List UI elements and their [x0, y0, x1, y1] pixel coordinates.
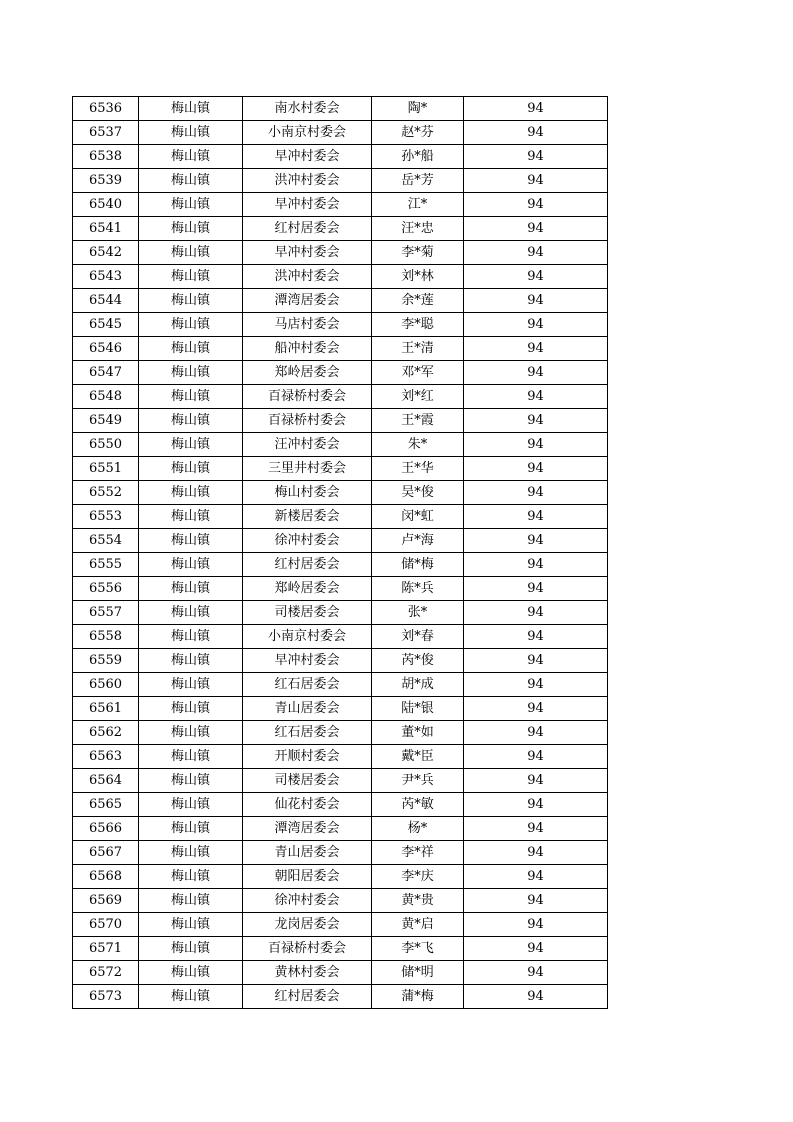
cell-score: 94 [464, 505, 608, 529]
table-row [73, 289, 608, 313]
cell-person-name: 吴*俊 [372, 481, 464, 505]
cell-person-name: 李*祥 [372, 841, 464, 865]
cell-village-committee: 青山居委会 [243, 697, 372, 721]
cell-town: 梅山镇 [139, 793, 243, 817]
cell-village-committee: 南水村委会 [243, 97, 372, 121]
cell-serial-number: 6562 [73, 721, 139, 745]
cell-serial-number: 6551 [73, 457, 139, 481]
cell-person-name: 汪*忠 [372, 217, 464, 241]
cell-village-committee: 红石居委会 [243, 673, 372, 697]
cell-person-name: 孙*船 [372, 145, 464, 169]
cell-score: 94 [464, 193, 608, 217]
cell-person-name: 陈*兵 [372, 577, 464, 601]
cell-serial-number: 6568 [73, 865, 139, 889]
cell-town: 梅山镇 [139, 889, 243, 913]
table-row [73, 841, 608, 865]
cell-serial-number: 6563 [73, 745, 139, 769]
cell-town: 梅山镇 [139, 265, 243, 289]
cell-town: 梅山镇 [139, 697, 243, 721]
cell-person-name: 余*莲 [372, 289, 464, 313]
cell-village-committee: 洪冲村委会 [243, 265, 372, 289]
table-row [73, 793, 608, 817]
cell-score: 94 [464, 841, 608, 865]
cell-village-committee: 三里井村委会 [243, 457, 372, 481]
cell-town: 梅山镇 [139, 745, 243, 769]
cell-town: 梅山镇 [139, 217, 243, 241]
cell-village-committee: 潭湾居委会 [243, 289, 372, 313]
cell-serial-number: 6564 [73, 769, 139, 793]
cell-serial-number: 6558 [73, 625, 139, 649]
cell-town: 梅山镇 [139, 481, 243, 505]
cell-town: 梅山镇 [139, 841, 243, 865]
cell-person-name: 董*如 [372, 721, 464, 745]
cell-score: 94 [464, 913, 608, 937]
cell-village-committee: 小南京村委会 [243, 625, 372, 649]
cell-town: 梅山镇 [139, 409, 243, 433]
cell-score: 94 [464, 217, 608, 241]
cell-person-name: 杨* [372, 817, 464, 841]
cell-person-name: 蒲*梅 [372, 985, 464, 1009]
cell-village-committee: 青山居委会 [243, 841, 372, 865]
cell-person-name: 王*霞 [372, 409, 464, 433]
cell-serial-number: 6572 [73, 961, 139, 985]
cell-town: 梅山镇 [139, 385, 243, 409]
cell-village-committee: 早冲村委会 [243, 145, 372, 169]
cell-person-name: 芮*俊 [372, 649, 464, 673]
cell-score: 94 [464, 409, 608, 433]
cell-person-name: 储*明 [372, 961, 464, 985]
table-row [73, 121, 608, 145]
cell-village-committee: 洪冲村委会 [243, 169, 372, 193]
table-row [73, 625, 608, 649]
cell-village-committee: 潭湾居委会 [243, 817, 372, 841]
cell-person-name: 邓*军 [372, 361, 464, 385]
cell-serial-number: 6548 [73, 385, 139, 409]
table-row [73, 673, 608, 697]
cell-score: 94 [464, 121, 608, 145]
table-row [73, 481, 608, 505]
cell-score: 94 [464, 649, 608, 673]
cell-person-name: 刘*红 [372, 385, 464, 409]
cell-score: 94 [464, 769, 608, 793]
cell-score: 94 [464, 529, 608, 553]
cell-score: 94 [464, 457, 608, 481]
cell-village-committee: 马店村委会 [243, 313, 372, 337]
cell-town: 梅山镇 [139, 121, 243, 145]
cell-serial-number: 6540 [73, 193, 139, 217]
cell-town: 梅山镇 [139, 817, 243, 841]
cell-score: 94 [464, 385, 608, 409]
table-row [73, 577, 608, 601]
table-row [73, 889, 608, 913]
table-row [73, 865, 608, 889]
cell-person-name: 尹*兵 [372, 769, 464, 793]
table-row [73, 553, 608, 577]
cell-serial-number: 6559 [73, 649, 139, 673]
table-row [73, 337, 608, 361]
cell-village-committee: 司楼居委会 [243, 601, 372, 625]
table-row [73, 601, 608, 625]
cell-village-committee: 百禄桥村委会 [243, 409, 372, 433]
table-row [73, 721, 608, 745]
cell-town: 梅山镇 [139, 97, 243, 121]
cell-village-committee: 龙岗居委会 [243, 913, 372, 937]
cell-person-name: 刘*春 [372, 625, 464, 649]
cell-town: 梅山镇 [139, 985, 243, 1009]
cell-person-name: 黄*启 [372, 913, 464, 937]
cell-score: 94 [464, 745, 608, 769]
table-row [73, 241, 608, 265]
cell-village-committee: 早冲村委会 [243, 193, 372, 217]
cell-serial-number: 6539 [73, 169, 139, 193]
cell-town: 梅山镇 [139, 241, 243, 265]
cell-serial-number: 6557 [73, 601, 139, 625]
cell-town: 梅山镇 [139, 529, 243, 553]
table-row [73, 649, 608, 673]
cell-town: 梅山镇 [139, 289, 243, 313]
cell-score: 94 [464, 337, 608, 361]
table-row [73, 217, 608, 241]
cell-town: 梅山镇 [139, 649, 243, 673]
table-row [73, 313, 608, 337]
cell-score: 94 [464, 817, 608, 841]
cell-village-committee: 百禄桥村委会 [243, 937, 372, 961]
table-row [73, 145, 608, 169]
cell-score: 94 [464, 433, 608, 457]
cell-town: 梅山镇 [139, 769, 243, 793]
table-row [73, 529, 608, 553]
cell-serial-number: 6542 [73, 241, 139, 265]
cell-village-committee: 梅山村委会 [243, 481, 372, 505]
cell-person-name: 李*聪 [372, 313, 464, 337]
cell-person-name: 王*清 [372, 337, 464, 361]
table-row [73, 817, 608, 841]
table-row [73, 745, 608, 769]
cell-person-name: 胡*成 [372, 673, 464, 697]
cell-score: 94 [464, 361, 608, 385]
cell-town: 梅山镇 [139, 193, 243, 217]
cell-village-committee: 仙花村委会 [243, 793, 372, 817]
cell-village-committee: 红村居委会 [243, 553, 372, 577]
table-row [73, 193, 608, 217]
cell-serial-number: 6567 [73, 841, 139, 865]
cell-serial-number: 6555 [73, 553, 139, 577]
cell-person-name: 李*庆 [372, 865, 464, 889]
cell-village-committee: 新楼居委会 [243, 505, 372, 529]
cell-person-name: 黄*贵 [372, 889, 464, 913]
table-row [73, 265, 608, 289]
table-row [73, 961, 608, 985]
cell-serial-number: 6570 [73, 913, 139, 937]
cell-serial-number: 6541 [73, 217, 139, 241]
cell-score: 94 [464, 553, 608, 577]
cell-village-committee: 开顺村委会 [243, 745, 372, 769]
cell-person-name: 闵*虹 [372, 505, 464, 529]
cell-village-committee: 红村居委会 [243, 985, 372, 1009]
cell-serial-number: 6552 [73, 481, 139, 505]
table-row [73, 769, 608, 793]
cell-village-committee: 红村居委会 [243, 217, 372, 241]
cell-town: 梅山镇 [139, 505, 243, 529]
cell-person-name: 陆*银 [372, 697, 464, 721]
cell-person-name: 陶* [372, 97, 464, 121]
cell-serial-number: 6544 [73, 289, 139, 313]
cell-score: 94 [464, 865, 608, 889]
cell-score: 94 [464, 889, 608, 913]
cell-score: 94 [464, 625, 608, 649]
cell-serial-number: 6549 [73, 409, 139, 433]
table-row [73, 913, 608, 937]
cell-serial-number: 6538 [73, 145, 139, 169]
cell-village-committee: 船冲村委会 [243, 337, 372, 361]
cell-person-name: 朱* [372, 433, 464, 457]
cell-person-name: 卢*海 [372, 529, 464, 553]
table-row [73, 937, 608, 961]
cell-village-committee: 百禄桥村委会 [243, 385, 372, 409]
cell-village-committee: 司楼居委会 [243, 769, 372, 793]
cell-person-name: 张* [372, 601, 464, 625]
cell-score: 94 [464, 313, 608, 337]
cell-town: 梅山镇 [139, 865, 243, 889]
table-row [73, 433, 608, 457]
cell-score: 94 [464, 289, 608, 313]
cell-serial-number: 6573 [73, 985, 139, 1009]
cell-person-name: 芮*敏 [372, 793, 464, 817]
cell-village-committee: 红石居委会 [243, 721, 372, 745]
cell-serial-number: 6565 [73, 793, 139, 817]
cell-village-committee: 朝阳居委会 [243, 865, 372, 889]
cell-person-name: 刘*林 [372, 265, 464, 289]
cell-serial-number: 6556 [73, 577, 139, 601]
cell-serial-number: 6536 [73, 97, 139, 121]
cell-score: 94 [464, 265, 608, 289]
cell-person-name: 戴*臣 [372, 745, 464, 769]
cell-serial-number: 6545 [73, 313, 139, 337]
cell-town: 梅山镇 [139, 313, 243, 337]
data-table [72, 96, 608, 1009]
table-row [73, 361, 608, 385]
cell-serial-number: 6553 [73, 505, 139, 529]
cell-village-committee: 徐冲村委会 [243, 889, 372, 913]
cell-person-name: 江* [372, 193, 464, 217]
table-row [73, 169, 608, 193]
cell-score: 94 [464, 937, 608, 961]
cell-score: 94 [464, 481, 608, 505]
cell-village-committee: 徐冲村委会 [243, 529, 372, 553]
cell-town: 梅山镇 [139, 145, 243, 169]
cell-town: 梅山镇 [139, 457, 243, 481]
cell-serial-number: 6560 [73, 673, 139, 697]
table-row [73, 409, 608, 433]
cell-village-committee: 郑岭居委会 [243, 361, 372, 385]
cell-town: 梅山镇 [139, 577, 243, 601]
cell-person-name: 岳*芳 [372, 169, 464, 193]
cell-town: 梅山镇 [139, 553, 243, 577]
cell-town: 梅山镇 [139, 433, 243, 457]
table-row [73, 505, 608, 529]
cell-serial-number: 6550 [73, 433, 139, 457]
cell-village-committee: 汪冲村委会 [243, 433, 372, 457]
cell-serial-number: 6537 [73, 121, 139, 145]
cell-village-committee: 早冲村委会 [243, 649, 372, 673]
cell-score: 94 [464, 985, 608, 1009]
cell-serial-number: 6569 [73, 889, 139, 913]
cell-score: 94 [464, 961, 608, 985]
cell-score: 94 [464, 241, 608, 265]
table-row [73, 985, 608, 1009]
cell-person-name: 储*梅 [372, 553, 464, 577]
cell-town: 梅山镇 [139, 913, 243, 937]
cell-score: 94 [464, 721, 608, 745]
table-row [73, 385, 608, 409]
cell-town: 梅山镇 [139, 673, 243, 697]
cell-serial-number: 6547 [73, 361, 139, 385]
cell-serial-number: 6554 [73, 529, 139, 553]
cell-town: 梅山镇 [139, 337, 243, 361]
cell-village-committee: 小南京村委会 [243, 121, 372, 145]
cell-score: 94 [464, 673, 608, 697]
cell-town: 梅山镇 [139, 961, 243, 985]
cell-score: 94 [464, 97, 608, 121]
table-body [73, 97, 608, 1009]
cell-score: 94 [464, 577, 608, 601]
table-row [73, 97, 608, 121]
cell-score: 94 [464, 601, 608, 625]
cell-serial-number: 6571 [73, 937, 139, 961]
cell-person-name: 李*飞 [372, 937, 464, 961]
cell-serial-number: 6546 [73, 337, 139, 361]
cell-village-committee: 郑岭居委会 [243, 577, 372, 601]
cell-town: 梅山镇 [139, 601, 243, 625]
cell-town: 梅山镇 [139, 625, 243, 649]
cell-serial-number: 6561 [73, 697, 139, 721]
cell-person-name: 赵*芬 [372, 121, 464, 145]
cell-town: 梅山镇 [139, 361, 243, 385]
table-row [73, 457, 608, 481]
cell-serial-number: 6566 [73, 817, 139, 841]
cell-score: 94 [464, 145, 608, 169]
cell-town: 梅山镇 [139, 169, 243, 193]
cell-score: 94 [464, 793, 608, 817]
cell-village-committee: 早冲村委会 [243, 241, 372, 265]
cell-town: 梅山镇 [139, 721, 243, 745]
table-row [73, 697, 608, 721]
cell-village-committee: 黄林村委会 [243, 961, 372, 985]
cell-score: 94 [464, 169, 608, 193]
cell-town: 梅山镇 [139, 937, 243, 961]
cell-serial-number: 6543 [73, 265, 139, 289]
cell-person-name: 王*华 [372, 457, 464, 481]
cell-score: 94 [464, 697, 608, 721]
cell-person-name: 李*菊 [372, 241, 464, 265]
